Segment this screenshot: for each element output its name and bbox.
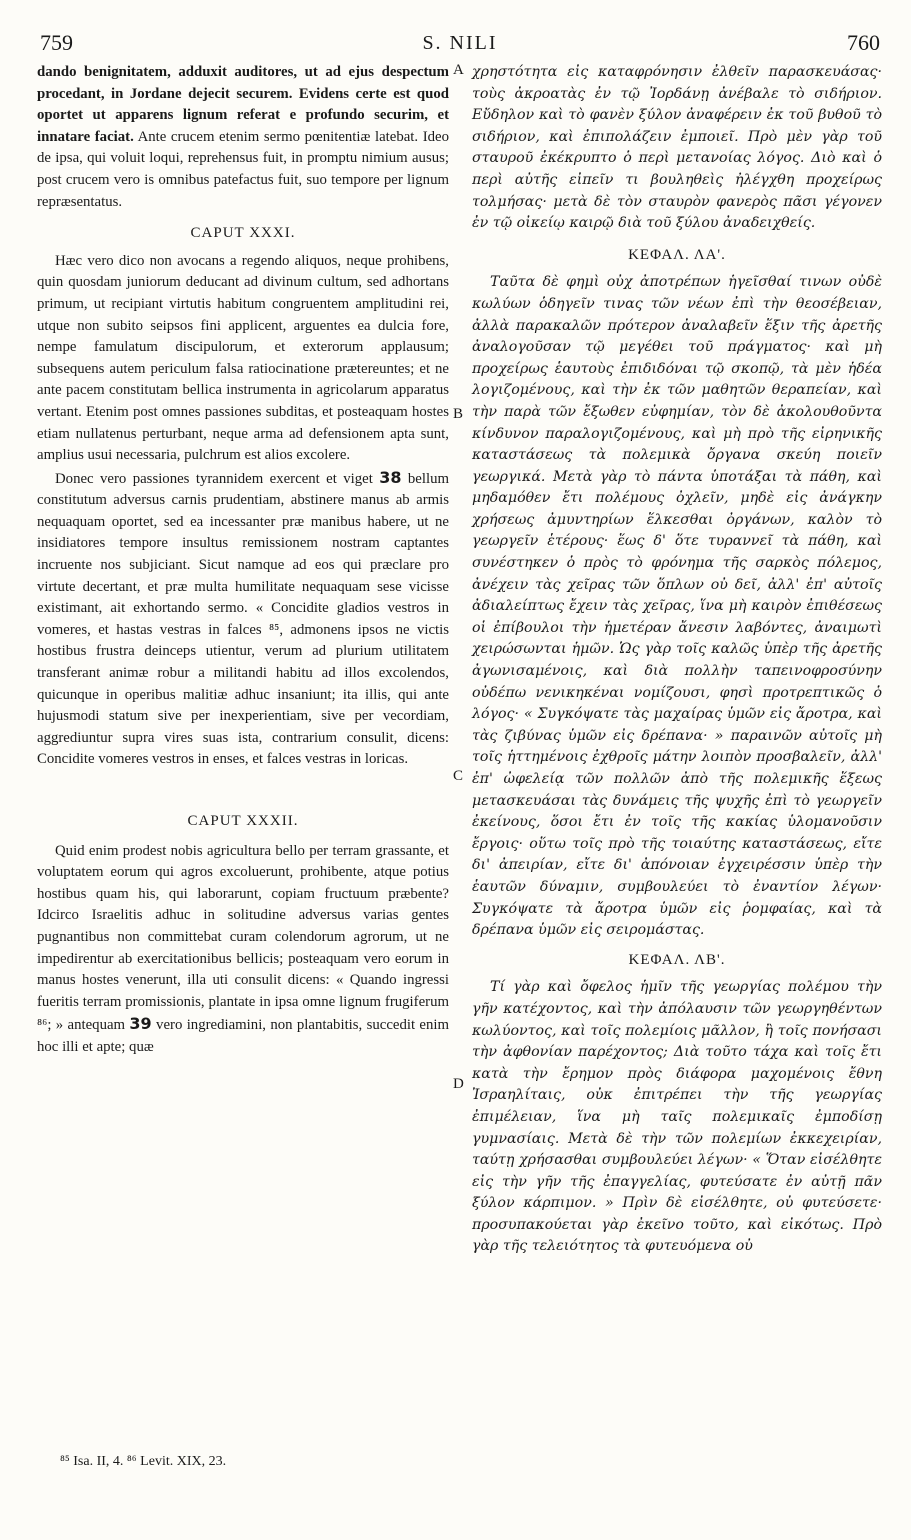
footnotes: ⁸⁵ Isa. II, 4. ⁸⁶ Levit. XIX, 23. [60,1454,227,1469]
running-title: S. NILI [422,32,498,54]
margin-letter-c: C [453,768,464,784]
greek-intro: χρηστότητα εἰς καταφρόνησιν ἐλθεῖν παρασκευάσας· τοὺς ἀκροατὰς ἐν τῷ Ἰορδάνῃ ἀνέβαλε τὸ σιδήριον. Εὔδηλον καὶ τὸ φανὲν ξύλον ἀναφέρειν ἐκ τοῦ βυθοῦ τὸ σιδήριον, καὶ ἐπιπολάζειν ἐμποιεῖ. Πρὸ μὲν γὰρ τοῦ σταυροῦ ἐκέκρυπτο ὁ περὶ μετανοίας λόγος. Διὸ καὶ ὁ περὶ αὐτῆς εἰπεῖν τι βουληθεὶς ἠλέγχθη προχείρως τολμήσας· μετὰ δὲ τὸν σταυρὸν φανερὸς πᾶσι γέγονεν ἐν τῷ οἰκείῳ καιρῷ διὰ τοῦ ξύλου ἀναδειχθείς. [472,64,882,232]
latin-p32-pre: Quid enim prodest nobis agricultura bello per terram grassante, et voluptatem eorum qui agros excoluerunt, prohibente, atque potius hostibus quam his, qui laborarunt, copiam fructuum præbente? Idcirco Israelitis adhuc in solitudine adversus varias gentes pugnantibus non committebat curam colendorum agrorum, ut ne impedirentur ab exercitationibus bellicis; posteaquam vero eorum in manus hostes venerunt, illa uti consulit dicens: « Quando ingressi fueritis terram promissionis, plantate in ipsa omne lignum frugiferum ⁸⁶; » antequam [37,842,449,1034]
column-number-38: 38 [379,467,402,487]
latin-column [37,62,449,1059]
greek-heading-31: ΚΕΦΑΛ. ΛΑ'. [628,246,726,263]
column-number-39: 39 [129,1014,152,1034]
latin-intro-bold: dando benignitatem, adduxit auditores, ut ad ejus despectum procedant, in Jordane dejecit securem. Evidens certe est quod oportet ut apparens lignum referat e profundo securim, et innatare faciat. [37,64,449,145]
latin-heading-32: CAPUT XXXII. [187,813,299,829]
latin-p32-post: vero ingrediamini, non plantabitis, succedit enim hoc illi et apte; quæ [37,1017,450,1055]
latin-intro [37,62,449,213]
margin-letter-b: B [453,406,464,422]
greek-paragraph-31: Ταῦτα δὲ φημὶ οὐχ ἀποτρέπων ἡγεῖσθαί τινων οὐδὲ κωλύων ὁδηγεῖν τινας τῶν νέων ἐπὶ τὴν θεοσέβειαν, ἀλλὰ παρακαλῶν πρότερον ἀναλαβεῖν ἕξιν τῆς ἀρετῆς ἀναλογοῦσαν τῷ μεγέθει τοῦ πράγματος· καὶ μὴ προχείρως ἑαυτοὺς ἐπιδιδόναι τῷ σκοπῷ, τὰ μὲν ἡδέα λογιζομένους, καὶ τὴν ἐκ τῶν μαθητῶν θεραπείαν, καὶ τὴν παρὰ τῶν ἔξωθεν εὐφημίαν, τὸν δὲ ἀκολουθοῦντα κίνδυνον παραλογιζομένους, καὶ μὴ πρὸ τῆς εἰρηνικῆς καταστάσεως τὰ πολεμικὰ ὄργανα σκεύη ποιεῖν γεωργικά. Μετὰ γὰρ τὸ πάντα ὑποτάξαι τὰ πάθη, καὶ μηδαμόθεν ἔτι πολέμους ὀχλεῖν, μηδὲ εἰς ἀνάγκην χρήσεως ἀμυντηρίων ἕλκεσθαι ὀργάνων, καλὸν τὸ γεωργεῖν ἑτέρους· ἕως δ' ὅτε τυραννεῖ τὰ πάθη, καὶ συνέστηκεν ὁ πρὸς τὸ φρόνημα τῆς σαρκὸς πόλεμος, ἀνέχειν τὰς χεῖρας τῶν ὅπλων οὐ δεῖ, ἀλλ' ἐπ' αὐτοῖς ἀδιαλείπτως ἔχειν τὰς χεῖρας, ἵνα μὴ καιρὸν ἐπιθέσεως οἱ ἐπίβουλοι τὴν ἡμετέραν ἄνεσιν λαβόντες, ἀναιμωτὶ χειρώσωνται ἡμῶν. Ὡς γὰρ τοῖς καλῶς ὑπὲρ τῆς ἀρετῆς ἀγωνισαμένοις, καὶ διὰ πολλὴν ταπεινοφροσύνην οὐδέπω νενικηκέναι νομίζουσι, φησὶ προτρεπτικῶς ὁ λόγος· « Συγκόψατε τὰς μαχαίρας ὑμῶν εἰς ἄροτρα, καὶ τὰς ζιβύνας ὑμῶν εἰς δρέπανα· » παραινῶν αὐτοῖς μὴ τοῖς ἡττημένοις ἐχθροῖς μάτην λοιπὸν προσβαλεῖν, ἀλλ' ἐπ' ὠφελείᾳ τῶν πολλῶν ἀπὸ τῆς πολεμικῆς ἕξεως μετασκευάσαι τὰς δυνάμεις τῆς ψυχῆς ἐπὶ τὸ γεωργεῖν ἐκείνους, ὅσοι ἔτι ἐν τοῖς τῆς κακίας ὑλομανοῦσιν ἔργοις· οὕτω τοῖς πρὸ τῆς τοιαύτης καταστάσεως, εἴτε δι' ἀπειρίαν, εἴτε δι' ἀπόνοιαν ἐγχειρέσσιν ὑπὲρ τὴν ἑαυτῶν δύναμιν, συμβουλεύει τὸ ἐναντίον λέγων· Συγκόψατε τὰ ἄροτρα ὑμῶν εἰς ῥομφαίας, καὶ τὰ δρέπανα ὑμῶν εἰς σειρομάστας. [472,274,882,939]
latin-paragraph-31a: Hæc vero dico non avocans a regendo aliquos, neque prohibens, quin quosdam juniorum deducant ad divinum cultum, sed adhortans primum, ut recipiant virtutis habitum congruentem amplitudini rei, utque non subito seipsos fini applicent, arguentes ea dulcia fore, nempe famulatum discipulorum, et exterorum applausum; subsequens autem periculum falsa ratiocinatione prætereuntes; et ne ante pacem constitutam bellica instrumenta in agricolarum apparatus vertant. Etenim post omnes passiones subditas, et posteaquam hostes etiam nullatenus perturbant, neque arma ad defensionem apta sunt, amplius usui necessaria, pulchrum est alios excolere. [37,252,449,464]
page-number-left: 759 [40,30,73,55]
greek-column [472,62,882,1258]
latin-p31b-pre: Donec vero passiones tyrannidem exercent et viget [55,470,373,487]
latin-heading-31: CAPUT XXXI. [190,225,296,242]
latin-paragraph-32 [37,841,449,1059]
page-number-right: 760 [847,30,880,55]
page-header [40,30,880,62]
margin-letter-a: A [453,62,464,78]
margin-letter-d: D [453,1076,464,1092]
greek-paragraph-32: Τί γὰρ καὶ ὄφελος ἡμῖν τῆς γεωργίας πολέμου τὴν γῆν κατέχοντος, καὶ τὴν ἀπόλαυσιν τῶν γεωργηθέντων κωλύοντος, καὶ τοῖς πολεμίοις μᾶλλον, ἢ τοῖς πονήσασι τὴν ἀφθονίαν παρέχοντος; Διὰ τοῦτο τάχα καὶ τοῖς ἔτι κατὰ τὴν ἔρημον πρὸς διάφορα μαχομένοις ἔθνη Ἰσραηλίταις, οὐκ ἐπιτρέπει τὴν τῆς γεωργίας ἐπιμέλειαν, ἵνα μὴ ταῖς πολεμικαῖς ἐμποδίσῃ γυμνασίαις. Μετὰ δὲ τὴν τῶν πολεμίων ἐκκεχειρίαν, ταύτῃ χρήσασθαι συμβουλεύει λέγων· « Ὅταν εἰσέλθητε εἰς τὴν γῆν τῆς ἐπαγγελίας, φυτεύσατε ἐν αὐτῇ πᾶν ξύλον κάρπιμον. » Πρὶν δὲ εἰσέλθητε, οὐ φυτεύσετε· προσυπακούεται γὰρ ἐκεῖνο τοῦτο, καὶ εἰκότως. Πρὸ γὰρ τῆς τελειότητος τὰ φυτευόμενα οὐ [472,979,882,1255]
latin-p31b-post: bellum constitutum adversus carnis prudentiam, abstinere manus ab armis nequaquam oportet, sed ea incessanter præ manibus habere, ut ne insidiatores tempore insultus remissionem nostram captantes incruente nos subjiciant. Sicut namque ad eos qui præclare pro virtute decertant, et præ multa humilitate nequaquam sese vicisse existimant, ait exhortando sermo. « Concidite gladios vestros in vomeres, et hastas vestras in falces ⁸⁵, admonens ipsos ne victis hostibus frustra deinceps utientur, verum ad plurium utilitatem transferant animæ robur a militandi habitu ad illos excolendos, quicunque in operibus malitiæ adhuc insaniunt; ita illis, qui ante hujusmodi statum sive per inexperientiam, sive per vecordiam, aggrediuntur supra vires suas ista, contrarium consulit, dicens: Concidite vomeres vestros in enses, et falces vestras in loricas. [37,470,449,768]
latin-intro-rest: Ante crucem etenim sermo pœnitentiæ latebat. Ideo de ipsa, qui voluit loqui, reprehensus fuit, in promptu nimium ausus; post crucem vero is omnibus patefactus fuit, suo tempore per lignum repræsentatus. [37,128,449,210]
latin-paragraph-31b [37,467,449,771]
greek-heading-32: ΚΕΦΑΛ. ΛΒ'. [628,951,726,968]
